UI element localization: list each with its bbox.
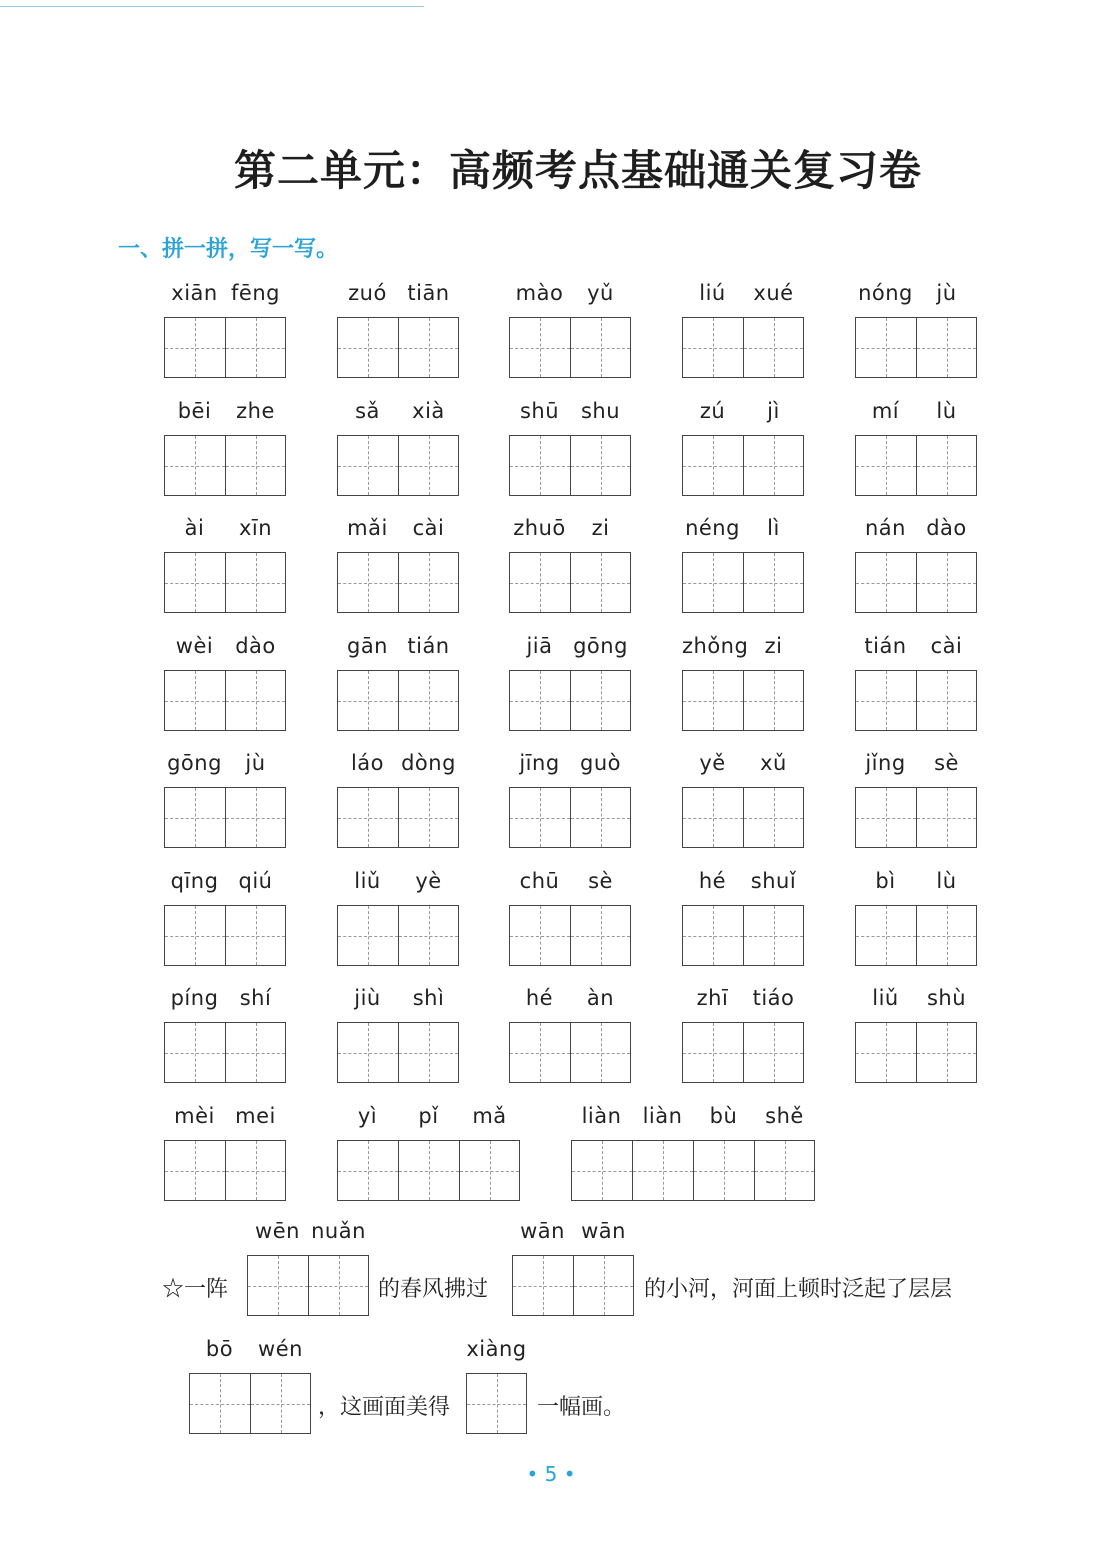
sentence-text: ☆一阵: [162, 1277, 229, 1302]
pinyin-label: mí: [871, 399, 900, 423]
pinyin-label: liú: [699, 281, 726, 305]
writing-box[interactable]: [571, 1140, 632, 1201]
writing-box[interactable]: [164, 1022, 225, 1083]
writing-box[interactable]: [573, 1255, 634, 1316]
pinyin-label: wēn: [255, 1219, 300, 1243]
pinyin-label: dòng: [401, 751, 456, 775]
sentence-text: ，这画面美得: [318, 1395, 451, 1420]
pinyin-label: yě: [699, 751, 726, 775]
writing-box[interactable]: [337, 552, 398, 613]
pinyin-label: wān: [520, 1219, 565, 1243]
writing-box[interactable]: [916, 552, 977, 613]
writing-box[interactable]: [682, 435, 743, 496]
writing-box[interactable]: [916, 787, 977, 848]
pinyin-label: cài: [412, 516, 445, 540]
writing-box[interactable]: [916, 905, 977, 966]
pinyin-label: gōng: [167, 751, 222, 775]
pinyin-label: zhuō: [513, 516, 566, 540]
writing-box[interactable]: [337, 1140, 398, 1201]
writing-box[interactable]: [754, 1140, 815, 1201]
pinyin-label: shù: [926, 986, 967, 1010]
pinyin-label: tiáo: [752, 986, 795, 1010]
writing-box[interactable]: [632, 1140, 693, 1201]
pinyin-label: wèi: [175, 634, 214, 658]
writing-box[interactable]: [743, 1022, 804, 1083]
writing-box[interactable]: [225, 317, 286, 378]
sentence-text: 一幅画。: [537, 1395, 626, 1420]
pinyin-label: tián: [864, 634, 907, 658]
page-number: • 5 •: [526, 1462, 576, 1486]
writing-box[interactable]: [682, 670, 743, 731]
writing-box[interactable]: [398, 317, 459, 378]
pinyin-label: ài: [184, 516, 205, 540]
writing-box[interactable]: [164, 787, 225, 848]
writing-box[interactable]: [855, 552, 916, 613]
writing-box[interactable]: [398, 670, 459, 731]
writing-box[interactable]: [225, 787, 286, 848]
writing-box[interactable]: [398, 787, 459, 848]
writing-box[interactable]: [189, 1373, 250, 1434]
pinyin-label: pǐ: [418, 1104, 439, 1128]
writing-box[interactable]: [164, 905, 225, 966]
writing-box[interactable]: [250, 1373, 311, 1434]
writing-box[interactable]: [570, 670, 631, 731]
pinyin-label: liǔ: [872, 986, 899, 1010]
pinyin-label: néng: [685, 516, 740, 540]
writing-box[interactable]: [512, 1255, 573, 1316]
pinyin-label: tián: [407, 634, 450, 658]
writing-box[interactable]: [337, 787, 398, 848]
pinyin-label: xué: [753, 281, 794, 305]
writing-box[interactable]: [855, 905, 916, 966]
writing-box[interactable]: [398, 905, 459, 966]
pinyin-label: xiān: [171, 281, 218, 305]
writing-box[interactable]: [743, 670, 804, 731]
pinyin-label: zhe: [236, 399, 275, 423]
pinyin-label: dào: [926, 516, 967, 540]
pinyin-label: zi: [764, 634, 783, 658]
pinyin-label: xià: [412, 399, 445, 423]
writing-box[interactable]: [509, 905, 570, 966]
writing-box[interactable]: [509, 435, 570, 496]
pinyin-label: hé: [525, 986, 554, 1010]
writing-box[interactable]: [682, 1022, 743, 1083]
pinyin-label: bù: [709, 1104, 738, 1128]
writing-box[interactable]: [916, 317, 977, 378]
writing-box[interactable]: [337, 905, 398, 966]
pinyin-label: wān: [581, 1219, 626, 1243]
pinyin-label: sè: [934, 751, 959, 775]
pinyin-label: mào: [515, 281, 564, 305]
writing-box[interactable]: [855, 1022, 916, 1083]
writing-box[interactable]: [693, 1140, 754, 1201]
writing-box[interactable]: [459, 1140, 520, 1201]
writing-box[interactable]: [509, 1022, 570, 1083]
pinyin-label: liǔ: [354, 869, 381, 893]
writing-box[interactable]: [398, 1022, 459, 1083]
pinyin-label: qīng: [170, 869, 219, 893]
writing-box[interactable]: [466, 1373, 527, 1434]
writing-box[interactable]: [570, 317, 631, 378]
pinyin-label: sǎ: [355, 399, 380, 423]
writing-box[interactable]: [398, 1140, 459, 1201]
top-rule: [0, 6, 424, 7]
pinyin-label: hé: [698, 869, 727, 893]
pinyin-label: yè: [415, 869, 442, 893]
writing-box[interactable]: [682, 317, 743, 378]
pinyin-label: lù: [936, 399, 957, 423]
pinyin-label: àn: [586, 986, 615, 1010]
pinyin-label: zi: [591, 516, 610, 540]
pinyin-label: yǔ: [587, 281, 614, 305]
pinyin-label: liàn: [642, 1104, 683, 1128]
page-title: 第二单元：高频考点基础通关复习卷: [233, 146, 922, 195]
sentence-text: 的春风拂过: [378, 1277, 489, 1302]
writing-box[interactable]: [682, 787, 743, 848]
pinyin-label: nán: [865, 516, 906, 540]
writing-box[interactable]: [916, 670, 977, 731]
pinyin-label: jiā: [526, 634, 553, 658]
writing-box[interactable]: [164, 670, 225, 731]
writing-box[interactable]: [509, 317, 570, 378]
pinyin-label: zhī: [696, 986, 729, 1010]
writing-box[interactable]: [225, 670, 286, 731]
pinyin-label: gōng: [573, 634, 628, 658]
writing-box[interactable]: [225, 905, 286, 966]
pinyin-label: wén: [258, 1337, 303, 1361]
writing-box[interactable]: [337, 435, 398, 496]
pinyin-label: bì: [875, 869, 896, 893]
pinyin-label: mèi: [174, 1104, 215, 1128]
pinyin-label: píng: [170, 986, 219, 1010]
writing-box[interactable]: [225, 1022, 286, 1083]
writing-box[interactable]: [225, 552, 286, 613]
pinyin-label: shì: [412, 986, 445, 1010]
writing-box[interactable]: [743, 552, 804, 613]
pinyin-label: yì: [357, 1104, 378, 1128]
pinyin-label: xǔ: [760, 751, 787, 775]
writing-box[interactable]: [570, 435, 631, 496]
writing-box[interactable]: [855, 787, 916, 848]
pinyin-label: shí: [239, 986, 272, 1010]
pinyin-label: nóng: [858, 281, 913, 305]
pinyin-label: lì: [767, 516, 780, 540]
writing-box[interactable]: [337, 670, 398, 731]
writing-box[interactable]: [916, 1022, 977, 1083]
writing-box[interactable]: [164, 552, 225, 613]
pinyin-label: zú: [699, 399, 726, 423]
writing-box[interactable]: [308, 1255, 369, 1316]
pinyin-label: lù: [936, 869, 957, 893]
pinyin-label: jù: [936, 281, 957, 305]
writing-box[interactable]: [509, 670, 570, 731]
writing-box[interactable]: [509, 552, 570, 613]
writing-box[interactable]: [570, 905, 631, 966]
pinyin-label: mei: [235, 1104, 276, 1128]
pinyin-label: xīn: [238, 516, 273, 540]
pinyin-label: jǐng: [865, 751, 906, 775]
section-heading: 一、拼一拼，写一写。: [118, 237, 339, 262]
writing-box[interactable]: [164, 317, 225, 378]
pinyin-label: mǎ: [472, 1104, 507, 1128]
pinyin-label: jì: [767, 399, 780, 423]
writing-box[interactable]: [855, 435, 916, 496]
writing-box[interactable]: [225, 435, 286, 496]
writing-box[interactable]: [682, 552, 743, 613]
writing-box[interactable]: [225, 1140, 286, 1201]
pinyin-label: cài: [930, 634, 963, 658]
pinyin-label: shě: [765, 1104, 804, 1128]
writing-box[interactable]: [570, 552, 631, 613]
writing-box[interactable]: [337, 317, 398, 378]
pinyin-label: zhǒng: [682, 634, 749, 658]
writing-box[interactable]: [164, 1140, 225, 1201]
pinyin-label: tiān: [407, 281, 450, 305]
pinyin-label: chū: [519, 869, 560, 893]
pinyin-label: shū: [519, 399, 560, 423]
writing-box[interactable]: [743, 317, 804, 378]
writing-box[interactable]: [743, 787, 804, 848]
writing-box[interactable]: [682, 905, 743, 966]
writing-box[interactable]: [247, 1255, 308, 1316]
pinyin-label: zuó: [348, 281, 387, 305]
writing-box[interactable]: [337, 1022, 398, 1083]
writing-box[interactable]: [916, 435, 977, 496]
sentence-text: 的小河，河面上顿时泛起了层层: [644, 1277, 953, 1302]
writing-box[interactable]: [855, 670, 916, 731]
pinyin-label: guò: [580, 751, 621, 775]
pinyin-label: jīng: [519, 751, 560, 775]
pinyin-label: bō: [205, 1337, 234, 1361]
pinyin-label: xiàng: [466, 1337, 527, 1361]
writing-box[interactable]: [570, 787, 631, 848]
writing-box[interactable]: [509, 787, 570, 848]
pinyin-label: jù: [245, 751, 266, 775]
pinyin-label: sè: [588, 869, 613, 893]
pinyin-label: qiú: [238, 869, 273, 893]
pinyin-label: dào: [235, 634, 276, 658]
writing-box[interactable]: [570, 1022, 631, 1083]
pinyin-label: liàn: [581, 1104, 622, 1128]
writing-box[interactable]: [398, 552, 459, 613]
writing-box[interactable]: [398, 435, 459, 496]
pinyin-label: gān: [346, 634, 388, 658]
pinyin-label: shuǐ: [750, 869, 797, 893]
pinyin-label: bēi: [177, 399, 212, 423]
writing-box[interactable]: [164, 435, 225, 496]
writing-box[interactable]: [743, 905, 804, 966]
pinyin-label: nuǎn: [311, 1219, 366, 1243]
pinyin-label: mǎi: [347, 516, 388, 540]
writing-box[interactable]: [743, 435, 804, 496]
pinyin-label: fēng: [231, 281, 280, 305]
pinyin-label: shu: [580, 399, 621, 423]
writing-box[interactable]: [855, 317, 916, 378]
pinyin-label: láo: [350, 751, 385, 775]
pinyin-label: jiù: [354, 986, 381, 1010]
